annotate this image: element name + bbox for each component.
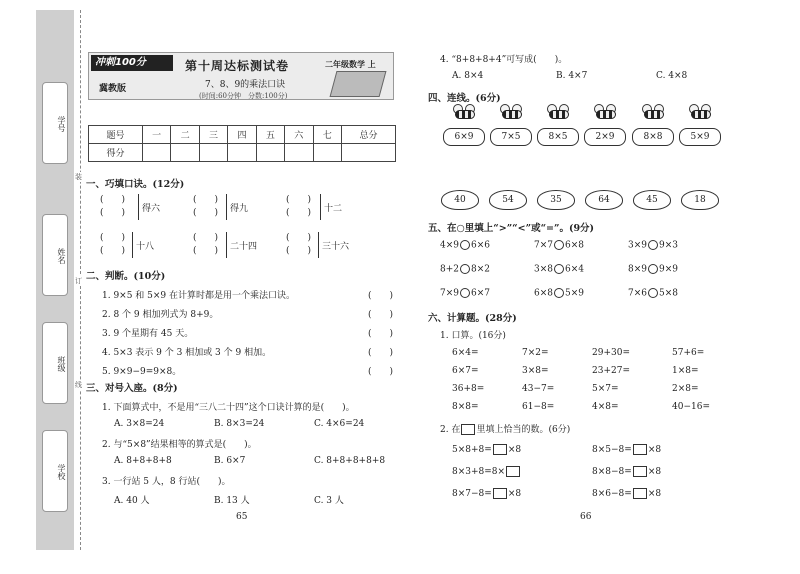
oral-problem: 3×8=	[522, 366, 549, 376]
product-label: 三十六	[322, 242, 350, 252]
bee-icon	[588, 104, 624, 128]
fill-problem: 5×8+8= ×8	[452, 445, 522, 455]
score-header-cell: 总分	[341, 126, 395, 144]
bee-icon	[447, 104, 483, 128]
fill-problem: 8×3+8=8×	[452, 466, 521, 477]
section-6-title: 六、计算题。(28分)	[428, 313, 517, 324]
match-bottom-item[interactable]: 45	[633, 190, 671, 210]
compare-circle[interactable]	[554, 264, 564, 274]
match-bottom-item[interactable]: 54	[489, 190, 527, 210]
compare-circle[interactable]	[554, 288, 564, 298]
choice-option[interactable]: B. 8×3=24	[214, 419, 265, 429]
fill-problem: 8×6−8= ×8	[592, 489, 662, 499]
compare-circle[interactable]	[648, 288, 658, 298]
blank-pair: ( ) ( )	[286, 195, 312, 218]
blank-pair: ( ) ( )	[100, 233, 126, 256]
match-top-item[interactable]: 8×5	[537, 128, 579, 146]
judge-item: 4. 5×3 表示 9 个 3 相加或 3 个 9 相加。	[102, 348, 272, 358]
oral-problem: 2×8=	[672, 384, 699, 394]
class-label: 班级	[57, 356, 66, 372]
section-3-title: 三、对号入座。(8分)	[86, 383, 178, 394]
oral-problem: 29+30=	[592, 348, 630, 358]
judge-item: 2. 8 个 9 相加列式为 8+9。	[102, 310, 219, 320]
compare-item: 3×8 6×4	[534, 264, 584, 275]
binding-sidebar	[36, 10, 74, 550]
oral-problem: 5×7=	[592, 384, 619, 394]
match-bottom-item[interactable]: 64	[585, 190, 623, 210]
name-box	[42, 214, 68, 296]
oral-problem: 7×2=	[522, 348, 549, 358]
score-cell[interactable]	[142, 144, 170, 162]
blank-pair: ( ) ( )	[100, 195, 126, 218]
score-cell[interactable]	[341, 144, 395, 162]
oral-problem: 40−16=	[672, 402, 710, 412]
score-header-cell: 题号	[89, 126, 143, 144]
product-label: 二十四	[230, 242, 258, 252]
compare-circle[interactable]	[460, 264, 470, 274]
match-top-item[interactable]: 5×9	[679, 128, 721, 146]
choice-option[interactable]: A. 40 人	[114, 496, 150, 506]
class-box	[42, 322, 68, 404]
answer-blank[interactable]: ( )	[368, 291, 394, 301]
tablet-icon	[330, 71, 387, 97]
score-cell[interactable]	[171, 144, 199, 162]
choice-option[interactable]: A. 8×4	[452, 71, 484, 81]
answer-blank[interactable]: ( )	[368, 367, 394, 377]
answer-blank[interactable]: ( )	[368, 348, 394, 358]
product-label: 得九	[230, 204, 249, 214]
compare-item: 3×9 9×3	[628, 240, 678, 251]
choice-option[interactable]: B. 6×7	[214, 456, 246, 466]
oral-problem: 8×8=	[452, 402, 479, 412]
score-cell[interactable]	[313, 144, 341, 162]
oral-problem: 23+27=	[592, 366, 630, 376]
fill-box[interactable]	[506, 466, 520, 477]
bee-icon	[683, 104, 719, 128]
exam-title: 第十周达标测试卷	[185, 59, 290, 73]
answer-blank[interactable]: ( )	[368, 329, 394, 339]
fill-box[interactable]	[633, 444, 647, 455]
score-cell[interactable]	[228, 144, 256, 162]
compare-item: 8×9 9×9	[628, 264, 678, 275]
bee-icon	[541, 104, 577, 128]
page-number: 66	[580, 512, 592, 522]
score-row-label: 得分	[89, 144, 143, 162]
compare-item: 7×6 5×8	[628, 288, 678, 299]
subsection-title: 2. 在 里填上恰当的数。(6分)	[440, 425, 571, 435]
match-bottom-item[interactable]: 40	[441, 190, 479, 210]
section-2-title: 二、判断。(10分)	[86, 271, 166, 282]
score-cell[interactable]	[285, 144, 313, 162]
fill-box[interactable]	[493, 444, 507, 455]
compare-circle[interactable]	[648, 240, 658, 250]
cut-label: 订	[75, 277, 82, 285]
score-header-cell: 五	[256, 126, 284, 144]
school-label: 学校	[57, 464, 66, 480]
compare-item: 4×9 6×6	[440, 240, 490, 251]
exam-subtitle: 7、8、9的乘法口诀	[205, 80, 286, 90]
name-label: 姓名	[57, 248, 66, 264]
score-header-cell: 一	[142, 126, 170, 144]
match-top-item[interactable]: 6×9	[443, 128, 485, 146]
product-label: 得六	[142, 204, 161, 214]
cut-label: 线	[75, 381, 82, 389]
judge-item: 3. 9 个星期有 45 天。	[102, 329, 194, 339]
compare-item: 8+2 8×2	[440, 264, 490, 275]
oral-problem: 57+6=	[672, 348, 705, 358]
compare-item: 7×9 6×7	[440, 288, 490, 299]
student-id-label: 学号	[57, 116, 66, 132]
fill-problem: 8×5−8= ×8	[592, 445, 662, 455]
blank-pair: ( ) ( )	[286, 233, 312, 256]
compare-circle[interactable]	[554, 240, 564, 250]
section-5-title: 五、在○里填上“>”“<”或“=”。(9分)	[428, 223, 595, 234]
match-bottom-item[interactable]: 18	[681, 190, 719, 210]
bee-icon	[494, 104, 530, 128]
oral-problem: 6×4=	[452, 348, 479, 358]
oral-problem: 61−8=	[522, 402, 555, 412]
choice-option[interactable]: C. 4×6=24	[314, 419, 365, 429]
page-number: 65	[236, 512, 248, 522]
score-header-cell: 六	[285, 126, 313, 144]
match-top-item[interactable]: 8×8	[632, 128, 674, 146]
oral-problem: 36+8=	[452, 384, 485, 394]
blank-pair: ( ) ( )	[193, 195, 219, 218]
exam-header	[88, 52, 394, 100]
compare-circle[interactable]	[460, 240, 470, 250]
box-symbol	[461, 424, 475, 435]
compare-circle[interactable]	[460, 288, 470, 298]
oral-problem: 6×7=	[452, 366, 479, 376]
answer-blank[interactable]: ( )	[368, 310, 394, 320]
grade-label: 二年级数学 上	[325, 59, 376, 69]
choice-option[interactable]: A. 3×8=24	[114, 419, 165, 429]
cut-label: 装	[75, 173, 82, 181]
section-4-title: 四、连线。(6分)	[428, 93, 501, 104]
score-cell[interactable]	[199, 144, 227, 162]
choice-question: 3. 一行站 5 人，8 行站( )。	[102, 477, 231, 487]
bee-icon	[636, 104, 672, 128]
fill-box[interactable]	[633, 466, 647, 477]
school-box	[42, 430, 68, 512]
score-table	[88, 125, 396, 162]
choice-question: 4. “8+8+8+4”可写成( )。	[440, 55, 568, 65]
section-1-title: 一、巧填口诀。(12分)	[86, 179, 185, 190]
match-bottom-item[interactable]: 35	[537, 190, 575, 210]
student-id-box	[42, 82, 68, 164]
choice-question: 2. 与“5×8”结果相等的算式是( )。	[102, 440, 257, 450]
score-header-cell: 七	[313, 126, 341, 144]
score-header-cell: 三	[199, 126, 227, 144]
choice-option[interactable]: C. 4×8	[656, 71, 688, 81]
compare-circle[interactable]	[648, 264, 658, 274]
edition-label: 冀教版	[99, 84, 127, 94]
brand-logo: 冲刺100分	[91, 55, 173, 71]
blank-pair: ( ) ( )	[193, 233, 219, 256]
compare-item: 7×7 6×8	[534, 240, 584, 251]
fill-problem: 8×7−8= ×8	[452, 489, 522, 499]
oral-problem: 4×8=	[592, 402, 619, 412]
score-header-cell: 四	[228, 126, 256, 144]
score-header-cell: 二	[171, 126, 199, 144]
subsection-title: 1. 口算。(16分)	[440, 331, 506, 341]
fill-problem: 8×8−8= ×8	[592, 467, 662, 477]
match-top-item[interactable]: 7×5	[490, 128, 532, 146]
compare-item: 6×8 5×9	[534, 288, 584, 299]
judge-item: 5. 9×9−9=9×8。	[102, 367, 182, 377]
oral-problem: 1×8=	[672, 366, 699, 376]
choice-option[interactable]: A. 8+8+8+8	[114, 456, 172, 466]
product-label: 十二	[324, 204, 343, 214]
choice-question: 1. 下面算式中，不是用“三八二十四”这个口诀计算的是( )。	[102, 403, 355, 413]
choice-option[interactable]: C. 3 人	[314, 496, 344, 506]
fill-box[interactable]	[633, 488, 647, 499]
fill-box[interactable]	[493, 488, 507, 499]
product-label: 十八	[136, 242, 155, 252]
score-cell[interactable]	[256, 144, 284, 162]
choice-option[interactable]: B. 13 人	[214, 496, 250, 506]
choice-option[interactable]: B. 4×7	[556, 71, 588, 81]
exam-info: (时间:60分钟 分数:100分)	[199, 92, 288, 100]
choice-option[interactable]: C. 8+8+8+8+8	[314, 456, 386, 466]
match-top-item[interactable]: 2×9	[584, 128, 626, 146]
judge-item: 1. 9×5 和 5×9 在计算时都是用一个乘法口诀。	[102, 291, 296, 301]
oral-problem: 43−7=	[522, 384, 555, 394]
